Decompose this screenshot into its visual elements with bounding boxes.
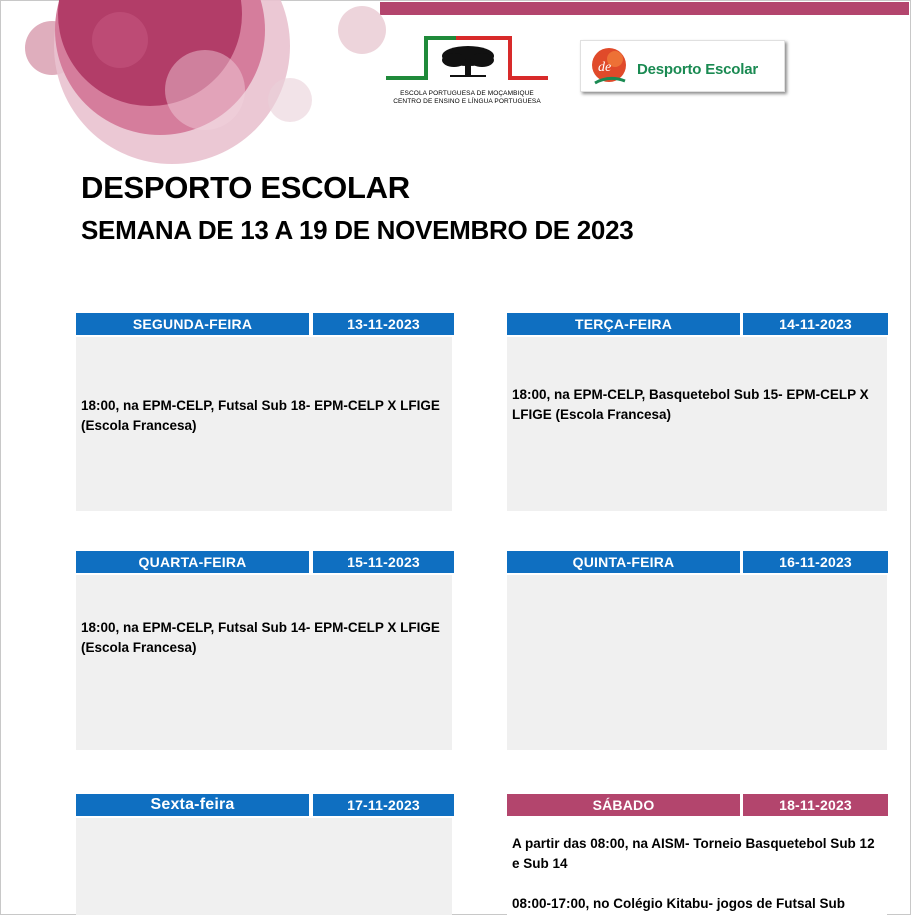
de-emblem-text: de xyxy=(598,60,612,75)
date-label: 16-11-2023 xyxy=(743,551,888,573)
school-logo-caption xyxy=(384,90,550,106)
event-text: 18:00, na EPM-CELP, Basquetebol Sub 15- EPM-CELP X LFIGE (Escola Francesa) xyxy=(512,387,869,422)
date-label: 14-11-2023 xyxy=(743,313,888,335)
day-panel xyxy=(76,337,452,511)
day-panel xyxy=(507,337,887,511)
de-emblem-icon xyxy=(589,45,633,89)
event-text: 18:00, na EPM-CELP, Futsal Sub 14- EPM-CELP X LFIGE (Escola Francesa) xyxy=(81,620,440,655)
event-text-2: 08:00-17:00, no Colégio Kitabu- jogos de Futsal Sub xyxy=(512,896,846,911)
day-panel xyxy=(507,818,887,915)
day-label: SÁBADO xyxy=(507,794,740,816)
date-label: 13-11-2023 xyxy=(313,313,454,335)
day-label: Sexta-feira xyxy=(76,794,309,816)
day-label: QUARTA-FEIRA xyxy=(76,551,309,573)
day-label: QUINTA-FEIRA xyxy=(507,551,740,573)
top-accent-bar xyxy=(380,2,909,15)
page-subtitle: SEMANA DE 13 A 19 DE NOVEMBRO DE 2023 xyxy=(81,215,634,245)
school-logo-line1: ESCOLA PORTUGUESA DE MOÇAMBIQUE xyxy=(400,90,534,97)
decorative-circles xyxy=(0,0,400,170)
page-title: DESPORTO ESCOLAR xyxy=(81,170,410,205)
desporto-escolar-logo-text: Desporto Escolar xyxy=(637,61,759,78)
day-panel xyxy=(76,575,452,750)
date-label: 15-11-2023 xyxy=(313,551,454,573)
day-label: SEGUNDA-FEIRA xyxy=(76,313,309,335)
desporto-escolar-logo xyxy=(580,40,785,92)
event-text: A partir das 08:00, na AISM- Torneio Basquetebol Sub 12 e Sub 14 xyxy=(512,836,875,871)
day-panel xyxy=(507,575,887,750)
day-panel xyxy=(76,818,452,915)
day-label: TERÇA-FEIRA xyxy=(507,313,740,335)
date-label: 18-11-2023 xyxy=(743,794,888,816)
event-text: 18:00, na EPM-CELP, Futsal Sub 18- EPM-CELP X LFIGE (Escola Francesa) xyxy=(81,398,440,433)
school-logo-line2: CENTRO DE ENSINO E LÍNGUA PORTUGUESA xyxy=(393,98,541,105)
date-label: 17-11-2023 xyxy=(313,794,454,816)
